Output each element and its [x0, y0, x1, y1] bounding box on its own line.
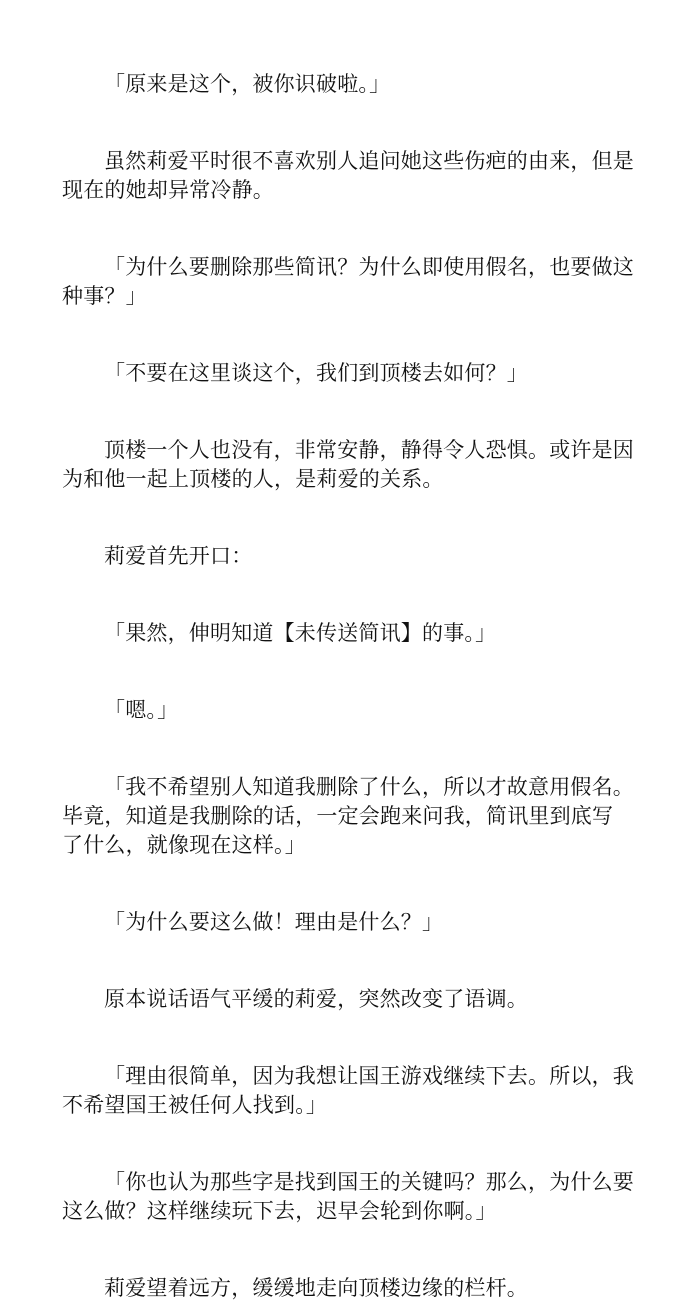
- paragraph: 虽然莉爱平时很不喜欢别人追问她这些伤疤的由来，但是现在的她却异常冷静。: [62, 149, 634, 202]
- paragraph: 莉爱首先开口：: [104, 544, 253, 568]
- paragraph: 「原来是这个，被你识破啦。」: [104, 72, 391, 96]
- document-page: [62, 70, 634, 1303]
- paragraph: 「为什么要这么做！理由是什么？」: [104, 910, 444, 934]
- paragraph: 「理由很简单，因为我想让国王游戏继续下去。所以，我不希望国王被任何人找到。」: [62, 1064, 634, 1117]
- paragraph: 莉爱望着远方，缓缓地走向顶楼边缘的栏杆。: [104, 1276, 528, 1300]
- paragraph: 「我不希望别人知道我删除了什么，所以才故意用假名。毕竟，知道是我删除的话，一定会跑来问我，简讯里到底写了什么，就像现在这样。」: [62, 775, 634, 857]
- paragraph: 「嗯。」: [104, 698, 179, 722]
- paragraph: 顶楼一个人也没有，非常安静，静得令人恐惧。或许是因为和他一起上顶楼的人，是莉爱的关系。: [62, 438, 634, 491]
- paragraph: 「你也认为那些字是找到国王的关键吗？那么，为什么要这么做？这样继续玩下去，迟早会轮到你啊。」: [62, 1170, 634, 1223]
- paragraph: 「为什么要删除那些简讯？为什么即使用假名，也要做这种事？」: [62, 255, 634, 308]
- paragraph: 「不要在这里谈这个，我们到顶楼去如何？」: [104, 361, 528, 385]
- paragraph: 原本说话语气平缓的莉爱，突然改变了语调。: [104, 987, 528, 1011]
- paragraph: 「果然，伸明知道【未传送简讯】的事。」: [104, 621, 497, 645]
